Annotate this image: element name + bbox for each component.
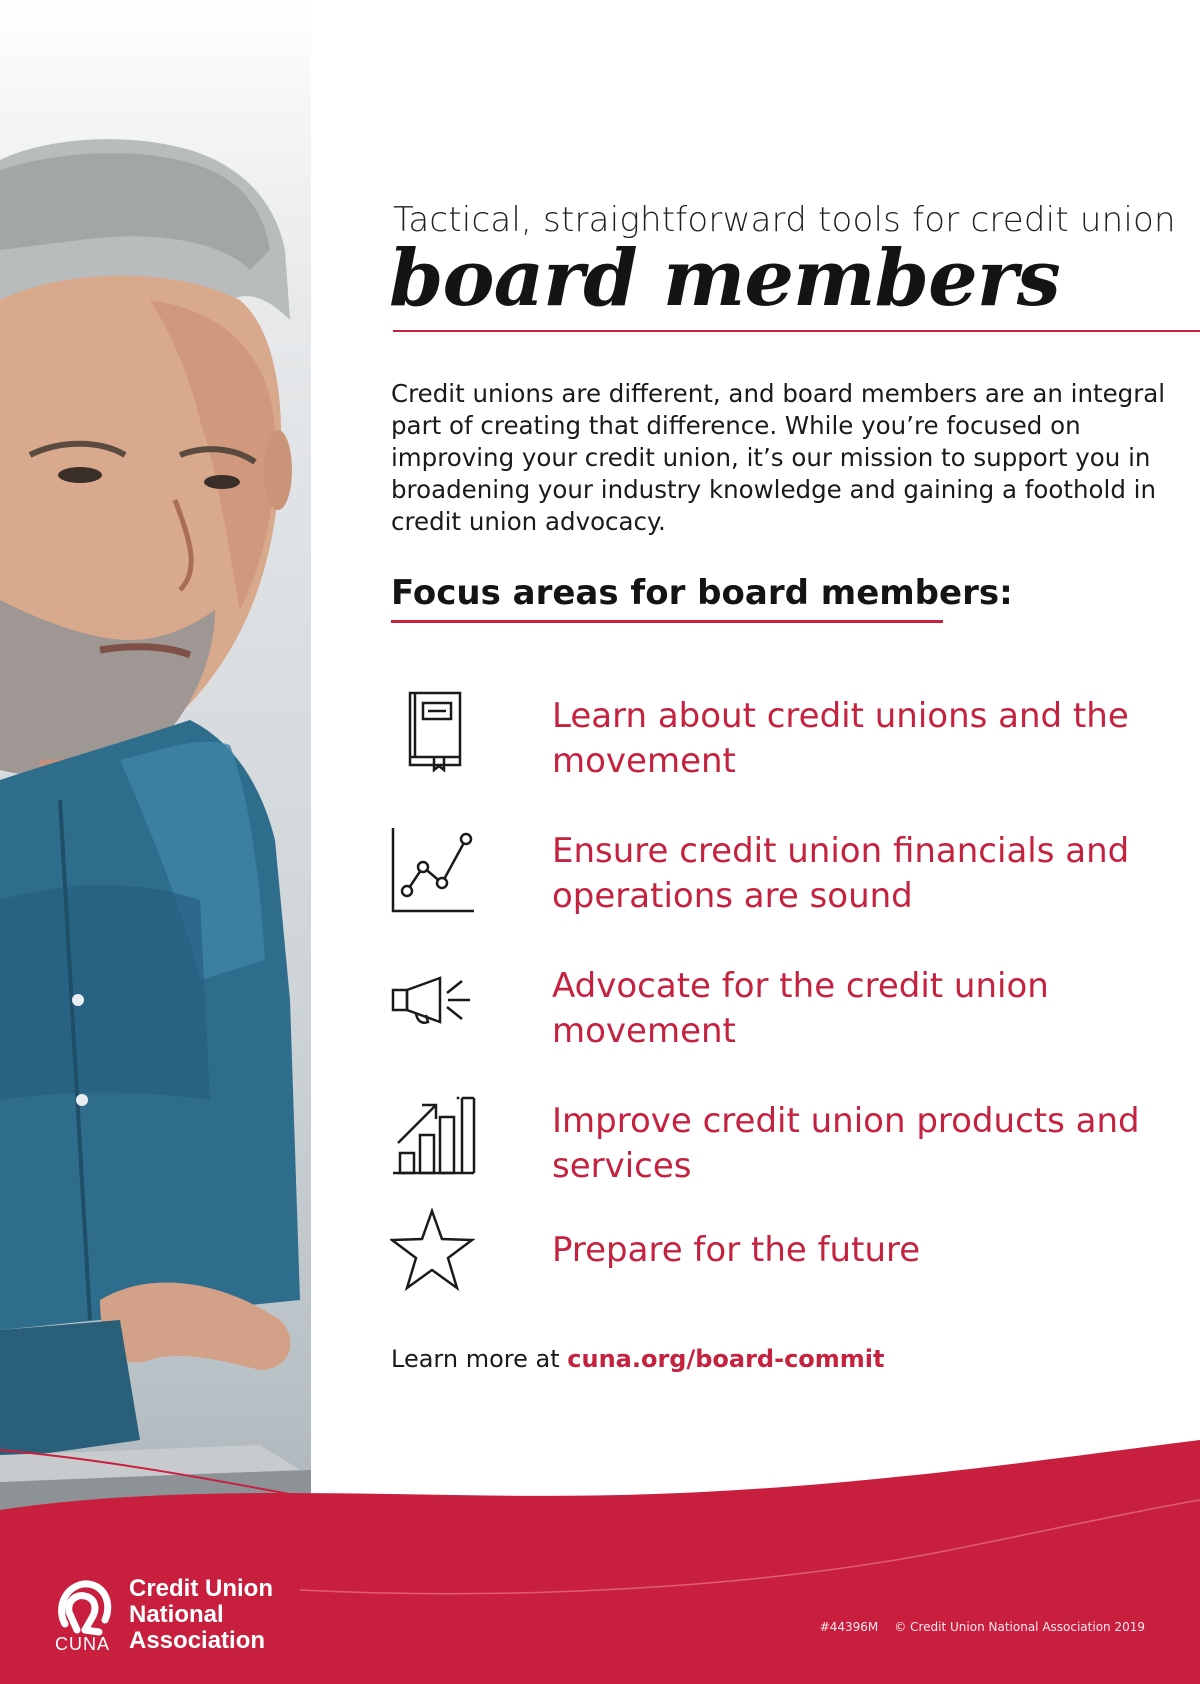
item-code: #44396M [819,1620,879,1634]
logo-line-1: Credit Union [129,1575,273,1602]
logo-line-3: Association [129,1627,266,1654]
line-chart-icon [390,825,480,915]
legal-text [820,1620,1145,1634]
man-at-laptop-illustration [0,0,311,1560]
focus-item-future [390,1208,1180,1308]
cuna-logo [55,1574,295,1654]
logo-wordmark [129,1576,273,1654]
focus-heading-underline [391,620,943,623]
script-title: board members [389,233,1060,324]
focus-item-financials [390,825,1180,925]
learn-more-link[interactable]: cuna.org/board-commit [567,1345,885,1373]
focus-label: Ensure credit union financials and operations are sound [552,831,1130,916]
star-icon [390,1208,480,1298]
learn-more [391,1345,885,1373]
logo-acronym: CUNA [55,1634,111,1654]
focus-label: Advocate for the credit union movement [552,966,1049,1051]
focus-item-products [390,1095,1180,1195]
focus-heading: Focus areas for board members: [391,573,1013,613]
title-divider [393,330,1200,332]
header-subtitle: Tactical, straightforward tools for credit union [393,200,1176,240]
bar-growth-icon [390,1095,480,1185]
learn-more-prefix: Learn more at [391,1345,568,1373]
hero-photo [0,0,311,1560]
focus-item-advocate [390,960,1180,1060]
megaphone-icon [390,960,480,1050]
copyright: © Credit Union National Association 2019 [894,1620,1145,1634]
focus-label: Improve credit union products and services [552,1101,1140,1186]
book-icon [390,690,480,780]
focus-label: Learn about credit unions and the movement [552,696,1129,781]
focus-item-learn [390,690,1180,790]
logo-line-2: National [129,1601,224,1628]
focus-label: Prepare for the future [552,1230,921,1270]
intro-paragraph: Credit unions are different, and board members are an integral part of creating that difference. While you’re focused on improving your credit union, it’s our mission to support you in broadening your industry knowledge and gaining a foothold in credit union advocacy. [391,379,1166,536]
